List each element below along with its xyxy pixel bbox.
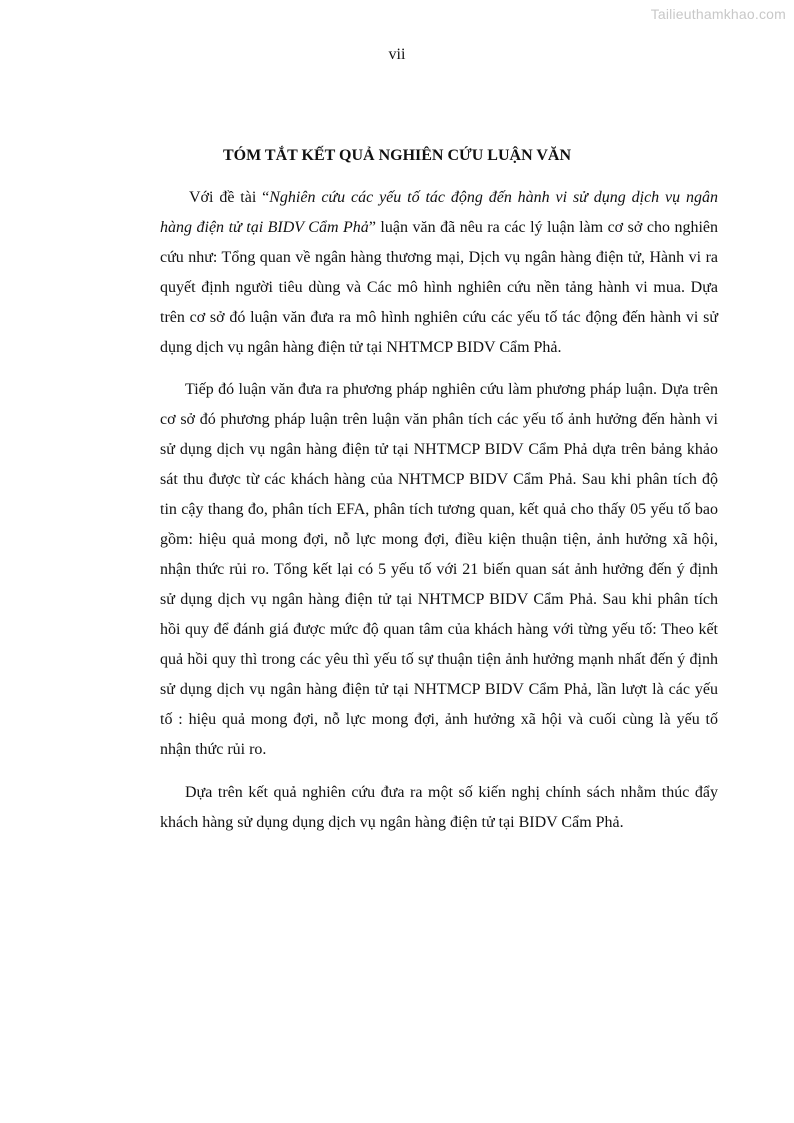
page-number: vii: [388, 46, 406, 63]
body-text: [160, 183, 718, 838]
paragraph-3: Dựa trên kết quả nghiên cứu đưa ra một số kiến nghị chính sách nhằm thúc đẩy khách hàng sử dụng dụng dịch vụ ngân hàng điện tử tại BIDV Cẩm Phả.: [160, 784, 718, 831]
paragraph-1-lead: Với đề tài “: [189, 189, 270, 206]
page-title: TÓM TẮT KẾT QUẢ NGHIÊN CỨU LUẬN VĂN: [222, 147, 572, 164]
paragraph-2: Tiếp đó luận văn đưa ra phương pháp nghiên cứu làm phương pháp luận. Dựa trên cơ sở đó phương pháp luận trên luận văn phân tích các yếu tố ảnh hưởng đến hành vi sử dụng dịch vụ ngân hàng điện tử tại NHTMCP BIDV Cẩm Phả dựa trên bảng khảo sát thu được từ các khách hàng của NHTMCP BIDV Cẩm Phả. Sau khi phân tích độ tin cậy thang đo, phân tích EFA, phân tích tương quan, kết quả cho thấy 05 yếu tố bao gồm: hiệu quả mong đợi, nỗ lực mong đợi, điều kiện thuận tiện, ảnh hưởng xã hội, nhận thức rủi ro. Tổng kết lại có 5 yếu tố với 21 biến quan sát ảnh hưởng đến ý định sử dụng dịch vụ ngân hàng điện tử tại NHTMCP BIDV Cẩm Phả. Sau khi phân tích hồi quy để đánh giá được mức độ quan tâm của khách hàng với từng yếu tố: Theo kết quả hồi quy thì trong các yêu thì yếu tố sự thuận tiện ảnh hưởng mạnh nhất đến ý định sử dụng dịch vụ ngân hàng điện tử tại NHTMCP BIDV Cẩm Phả, lần lượt là các yếu tố : hiệu quả mong đợi, nỗ lực mong đợi, ảnh hưởng xã hội và cuối cùng là yếu tố nhận thức rủi ro.: [160, 381, 718, 758]
paragraph-1-body: ” luận văn đã nêu ra các lý luận làm cơ sở cho nghiên cứu như: Tổng quan về ngân hàng thương mại, Dịch vụ ngân hàng điện tử, Hành vi ra quyết định người tiêu dùng và Các mô hình nghiên cứu nền tảng hành vi mua. Dựa trên cơ sở đó luận văn đưa ra mô hình nghiên cứu các yếu tố tác động đến hành vi sử dụng dịch vụ ngân hàng điện tử tại NHTMCP BIDV Cẩm Phả.: [160, 219, 719, 356]
watermark: Tailieuthamkhao.com: [650, 6, 786, 22]
paragraph-1: [160, 183, 718, 363]
thesis-topic: Nghiên cứu các yếu tố tác động đến hành vi sử dụng dịch vụ ngân hàng điện tử tại BIDV Cẩm Phả: [160, 189, 719, 236]
